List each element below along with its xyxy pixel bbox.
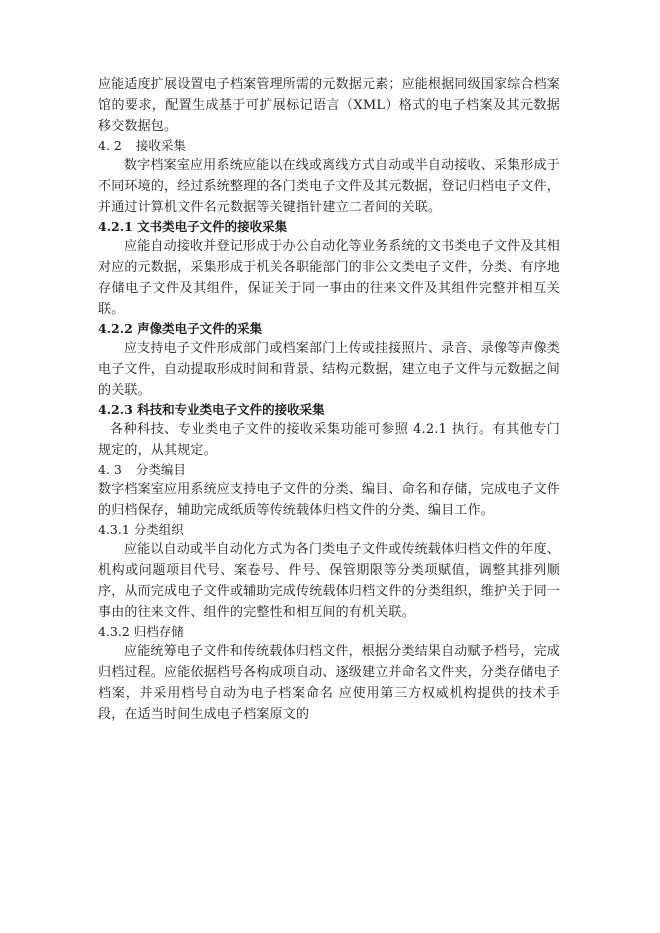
section-title: 文书类电子文件的接收采集: [137, 219, 288, 234]
paragraph-archival-storage: 应能统筹电子文件和传统载体归档文件，根据分类结果自动赋予档号，完成归档过程。应能依据档号各构成项自动、逐级建立并命名文件夹，分类存储电子档案，并采用档号自动为电子档案命名 应使用第三方权威机构提供的技术手段，在适当时间生成电子档案原文的: [98, 644, 561, 722]
section-title: 声像类电子文件的采集: [137, 321, 263, 336]
section-heading-4-2-2: [98, 320, 560, 338]
section-heading-4-3-2: [98, 623, 560, 641]
paragraph-audiovisual-files: 应支持电子文件形成部门或档案部门上传或挂接照片、录音、录像等声像类电子文件，自动提取形成时间和背景、结构元数据，建立电子文件与元数据之间的关联。: [98, 341, 561, 398]
section-heading-4-2: [98, 137, 560, 155]
section-title: 归档存储: [133, 624, 184, 639]
paragraph-tech-files: 各种科技、专业类电子文件的接收采集功能可参照 4.2.1 执行。有其他专门规定的，从其规定。: [98, 422, 560, 458]
section-number: 4.3.2: [98, 624, 130, 639]
section-title: 分类组织: [133, 522, 184, 537]
section-heading-4-3: [98, 461, 560, 479]
section-heading-4-2-3: [98, 401, 560, 419]
section-number: 4.3.1: [98, 522, 130, 537]
section-number: 4. 2: [98, 138, 122, 153]
section-number: 4.2.2: [98, 321, 133, 336]
paragraph-classification-organization: 应能以自动或半自动化方式为各门类电子文件或传统载体归档文件的年度、机构或问题项目代号、案卷号、件号、保管期限等分类项赋值，调整其排列顺序，从而完成电子文件或辅助完成传统载体归档文件的分类组织，维护关于同一事由的往来文件、组件的完整性和相互间的有机关联。: [98, 542, 561, 620]
section-title: 接收采集: [135, 138, 186, 153]
document-body: [98, 74, 560, 725]
section-heading-4-2-1: [98, 218, 560, 236]
paragraph-metadata-transfer: 应能适度扩展设置电子档案管理所需的元数据元素；应能根据同级国家综合档案馆的要求，配置生成基于可扩展标记语言（XML）格式的电子档案及其元数据移交数据包。: [98, 77, 561, 134]
section-title: 科技和专业类电子文件的接收采集: [137, 402, 325, 417]
section-number: 4.2.3: [98, 402, 133, 417]
section-title: 分类编目: [135, 462, 186, 477]
paragraph-receive-collect: 数字档案室应用系统应能以在线或离线方式自动或半自动接收、采集形成于不同环境的，经过系统整理的各门类电子文件及其元数据，登记归档电子文件，并通过计算机文件名元数据等关键指针建立二者间的关联。: [98, 158, 561, 215]
section-heading-4-3-1: [98, 521, 560, 539]
section-number: 4.2.1: [98, 219, 133, 234]
paragraph-document-files: 应能自动接收并登记形成于办公自动化等业务系统的文书类电子文件及其相对应的元数据，采集形成于机关各职能部门的非公文类电子文件，分类、有序地存储电子文件及其组件，保证关于同一事由的往来文件及其组件完整并相互关联。: [98, 239, 561, 317]
paragraph-classification: 数字档案室应用系统应支持电子文件的分类、编目、命名和存储，完成电子文件的归档保存，辅助完成纸质等传统载体归档文件的分类、编目工作。: [98, 482, 561, 518]
section-number: 4. 3: [98, 462, 122, 477]
